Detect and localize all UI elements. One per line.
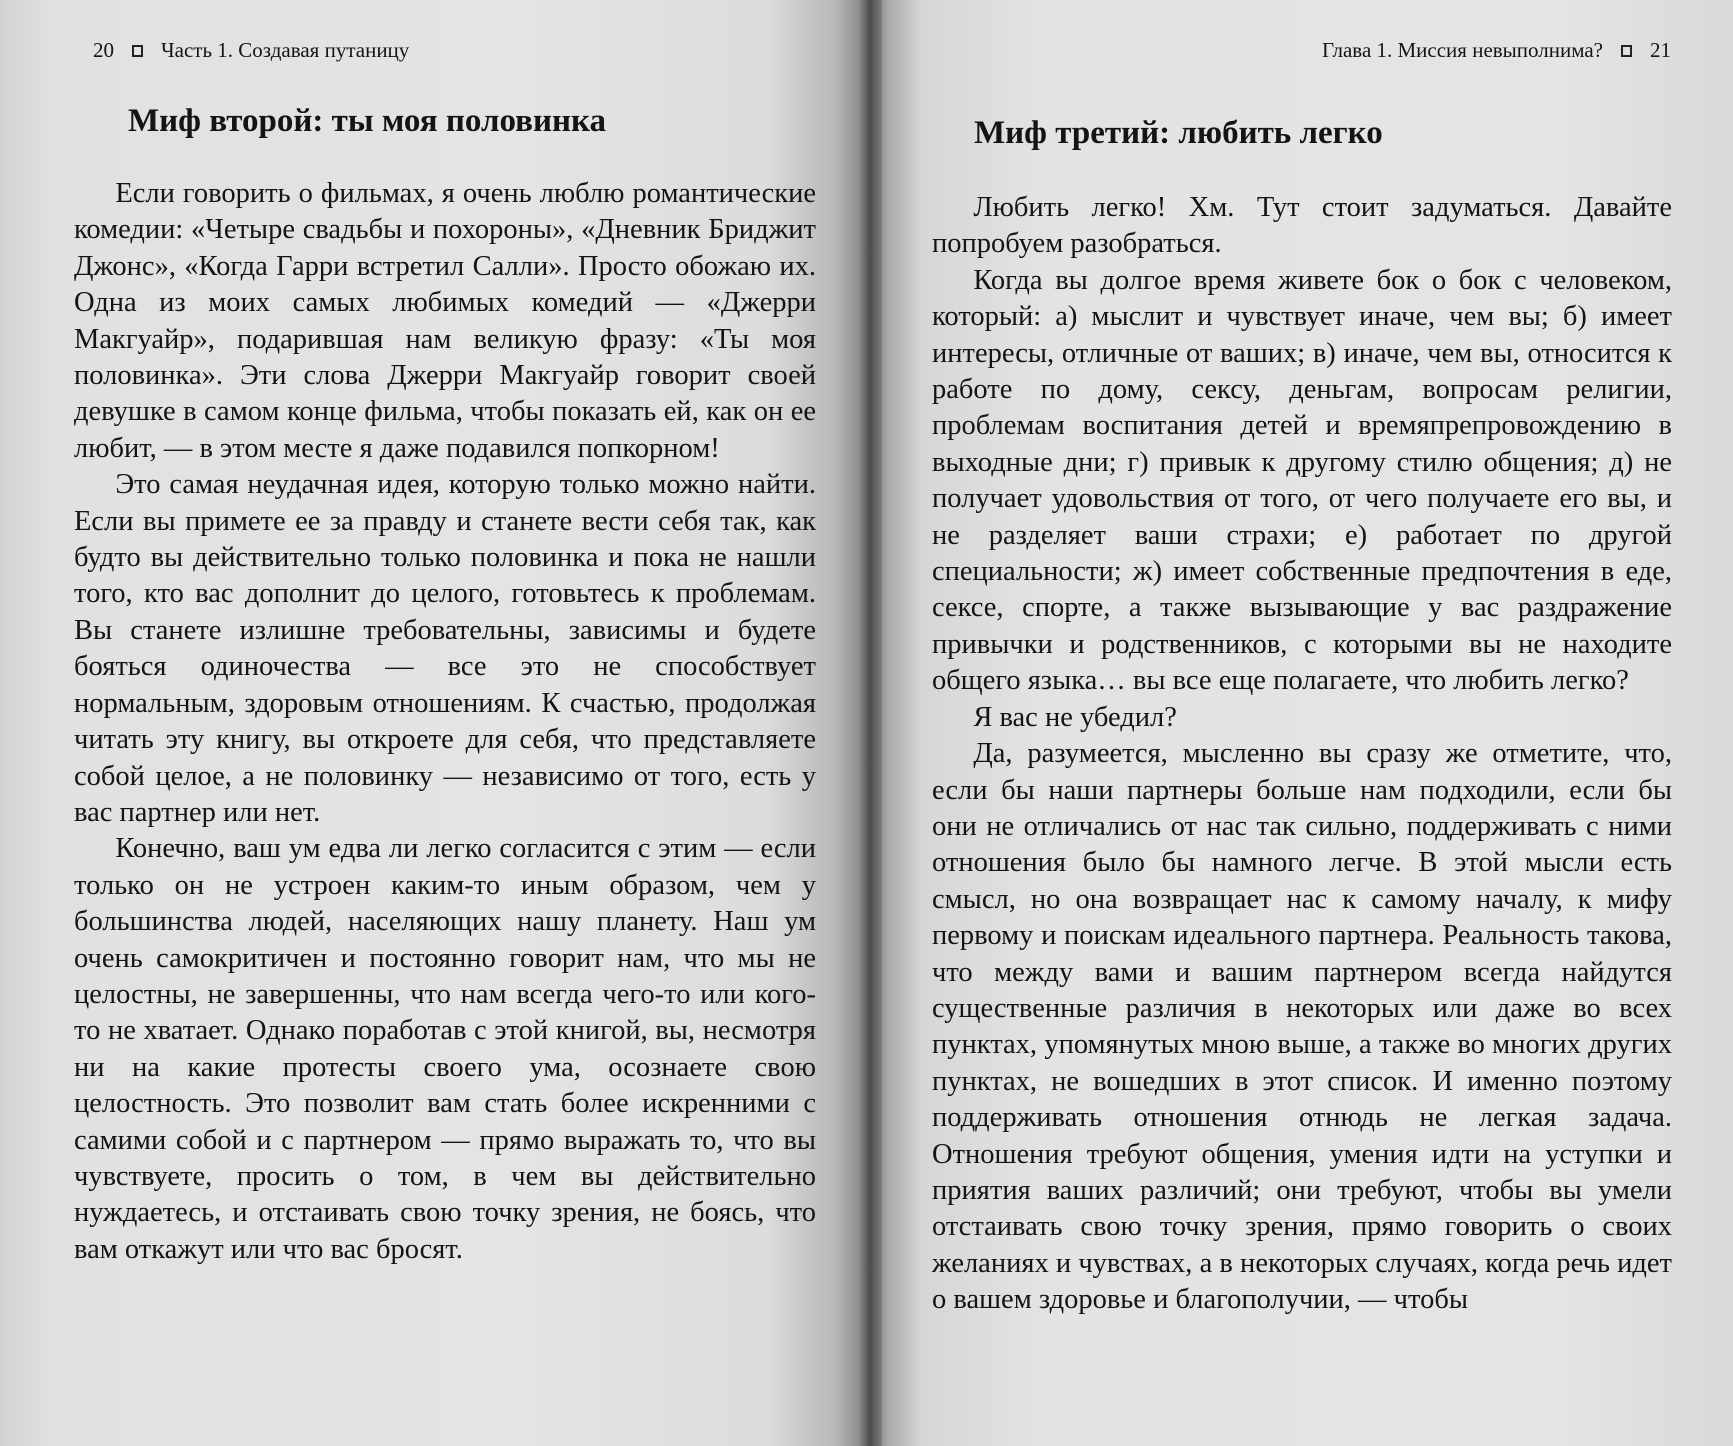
square-ornament-icon — [1621, 45, 1632, 57]
left-page-number: 20 — [93, 38, 114, 62]
left-paragraph-1: Если говорить о фильмах, я очень люблю романтические комедии: «Четыре свадьбы и похороны», «Дневник Бриджит Джонс», «Когда Гарри встретил Салли». Просто обожаю их. Одна из моих самых любимых комедий — «Джерри Макгуайр», подарившая нам великую фразу: «Ты моя половинка». Эти слова Джерри Макгуайр говорит своей девушке в самом конце фильма, чтобы показать ей, как он ее любит, — в этом месте я даже подавился попкорном! — [74, 178, 816, 464]
left-body-text — [74, 176, 816, 1268]
left-running-head-title: Часть 1. Создавая путаницу — [161, 38, 410, 62]
left-section-heading: Миф второй: ты моя половинка — [128, 103, 607, 139]
right-paragraph-2: Когда вы долгое время живете бок о бок с человеком, который: а) мыслит и чувствует иначе, чем вы; б) имеет интересы, отличные от ваших; в) иначе, чем вы, относится к работе по дому, сексу, деньгам, вопросам религии, проблемам воспитания детей и времяпрепровождению в выходные дни; г) привык к другому стилю общения; д) не получает удовольствия от того, от чего получаете его вы, и не разделяет ваши страхи; е) работает по другой специальности; ж) имеет собственные предпочтения в еде, сексе, спорте, а также вызывающие у вас раздражение привычки и родственников, с которыми вы не находите общего языка… вы все еще полагаете, что любить легко? — [932, 264, 1672, 697]
right-paragraph-3: Я вас не убедил? — [973, 701, 1177, 733]
left-running-head — [93, 38, 409, 63]
left-paragraph-3: Конечно, ваш ум едва ли легко согласится с этим — если только он не устроен каким-то иным образом, чем у большинства людей, населяющих нашу планету. Наш ум очень самокритичен и постоянно говорит нам, что мы не целостны, не завершенны, что нам всегда чего-то или кого-то не хватает. Однако поработав с этой книгой, вы, несмотря ни на какие протесты своего ума, осознаете свою целостность. Это позволит вам стать более искренними с самими собой и с партнером — прямо выражать то, что вы чувствуете, просить о том, в чем вы действительно нуждаетесь, и отстаивать свою точку зрения, не боясь, что вам откажут или что вас бросят. — [74, 833, 816, 1265]
right-running-head-title: Глава 1. Миссия невыполнима? — [1321, 38, 1603, 62]
left-paragraph-2: Это самая неудачная идея, которую только можно найти. Если вы примете ее за правду и станете вести себя так, как будто вы действительно только половинка и пока не нашли того, кто вас дополнит до целого, готовьтесь к проблемам. Вы станете излишне требовательны, зависимы и будете бояться одиночества — все это не способствует нормальным, здоровым отношениям. К счастью, продолжая читать эту книгу, вы откроете для себя, что представляете собой целое, а не половинку — независимо от того, есть у вас партнер или нет. — [74, 469, 816, 828]
book-spine-gutter — [858, 0, 882, 1446]
right-paragraph-1: Любить легко! Хм. Тут стоит задуматься. Давайте попробуем разобраться. — [932, 192, 1672, 260]
right-page — [870, 0, 1733, 1446]
right-paragraph-4: Да, разумеется, мысленно вы сразу же отметите, что, если бы наши партнеры больше нам подходили, если бы они не отличались от нас так сильно, поддерживать с ними отношения было бы намного легче. В этой мысли есть смысл, но она возвращает нас к самому началу, к мифу первому и поискам идеального партнера. Реальность такова, что между вами и вашим партнером всегда найдутся существенные различия в некоторых или даже во всех пунктах, упомянутых мною выше, а также во многих других пунктах, не вошедших в этот список. И именно поэтому поддерживать отношения отнюдь не легкая задача. Отношения требуют общения, умения идти на уступки и приятия ваших различий; они требуют, чтобы вы умели отстаивать свою точку зрения, прямо говорить о своих желаниях и чувствах, а в некоторых случаях, когда речь идет о вашем здоровье и благополучии, — чтобы — [932, 738, 1672, 1316]
right-page-number: 21 — [1650, 38, 1671, 62]
right-section-heading: Миф третий: любить легко — [974, 115, 1383, 151]
right-body-text — [932, 190, 1672, 1319]
square-ornament-icon — [132, 45, 143, 57]
right-running-head — [1322, 38, 1671, 63]
